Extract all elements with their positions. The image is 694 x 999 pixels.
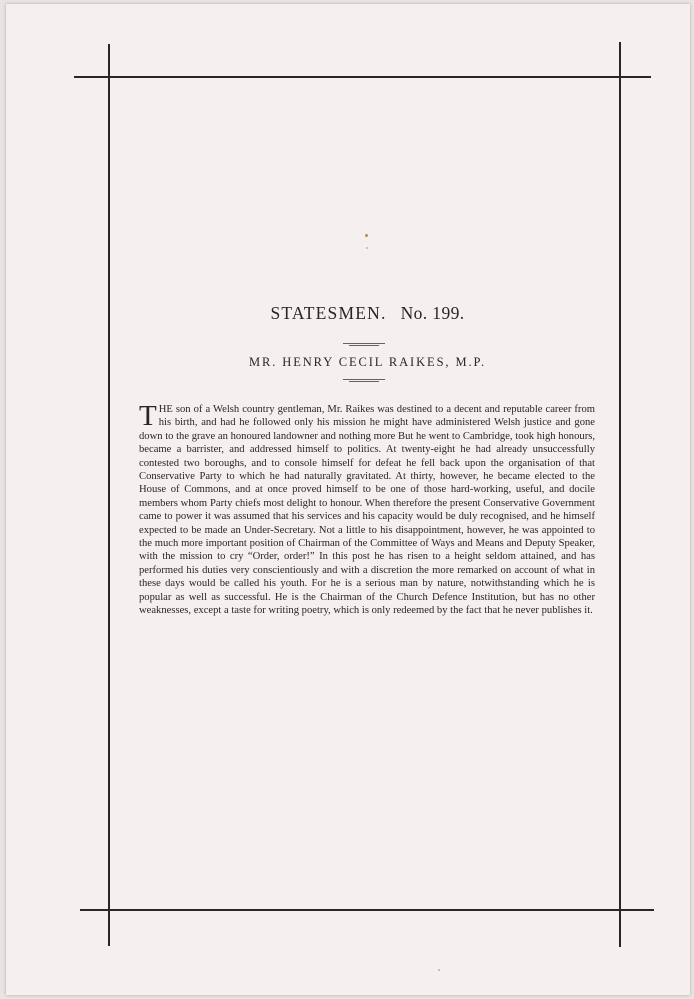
frame-rule-left: [108, 44, 110, 946]
frame-rule-top: [74, 76, 651, 78]
series-number: No. 199.: [400, 303, 465, 323]
frame-rule-right: [619, 42, 621, 947]
foxing-speck: [438, 969, 440, 971]
page-title: [140, 303, 595, 324]
ornament-rule: [349, 345, 379, 346]
ornament-rule: [349, 381, 379, 382]
series-name: STATESMEN.: [270, 303, 387, 323]
article-body: [139, 400, 595, 618]
drop-cap: T: [139, 400, 157, 432]
subject-name: MR. HENRY CECIL RAIKES, M.P.: [248, 355, 487, 369]
ornament-rule: [343, 343, 385, 344]
frame-rule-bottom: [80, 909, 654, 911]
ornament-rule: [343, 379, 385, 380]
foxing-speck: [366, 247, 368, 249]
foxing-speck: [365, 234, 368, 237]
article-text: HE son of a Welsh country gentleman, Mr. Raikes was destined to a decent and reputable career from his birth, and had he followed only his mission he might have administered Welsh justice and gone down to the grave an honoured landowner and nothing more But he went to Cambridge, took high honours, became a barrister, and addressed himself to politics. At twenty-eight he had already unsuccessfully contested two boroughs, and to console himself for defeat he fell back upon the organisation of that Conservative Party to which he had naturally gravitated. At thirty, however, he became elected to the House of Commons, and at once proved himself to be one of those hard-working, useful, and docile members whom Party chiefs most delight to honour. When therefore the present Conservative Government came to power it was assumed that his services and his capacity would be duly recognised, and he himself expected to be made an Under-Secretary. Not a little to his disappointment, however, he was appointed to the much more important position of Chairman of the Committee of Ways and Means and Deputy Speaker, with the mission to cry “Order, order!” In this post he has risen to a height seldom attained, and has performed his duties very conscientiously and with a discretion the more remarked on account of what in these days would be called his youth. For he is a serious man by nature, notwithstanding which he is popular as well as successful. He is the Chairman of the Church Defence Institution, but has no other weaknesses, except a taste for writing poetry, which is only redeemed by the fact that he never publishes it.: [139, 404, 595, 617]
